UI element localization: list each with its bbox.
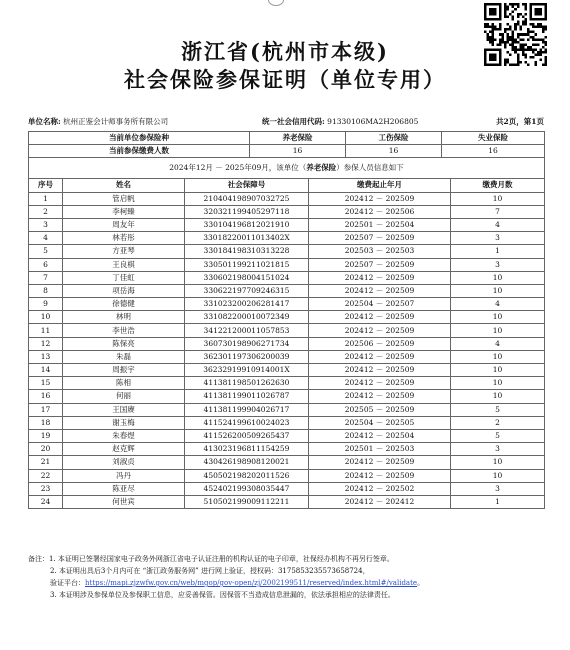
table-row	[29, 324, 545, 337]
payment-months: 3	[451, 443, 545, 456]
payment-months: 1	[451, 495, 545, 508]
title-province: 浙江省(杭州市本级)	[181, 39, 389, 64]
row-index: 9	[29, 298, 63, 311]
page-indicator: 共2页，第1页	[496, 117, 544, 126]
member-name: 何丽	[63, 390, 185, 403]
payment-months: 10	[451, 271, 545, 284]
member-name: 朱春煜	[63, 429, 185, 442]
payment-months: 10	[451, 469, 545, 482]
verify-link[interactable]: https://mapi.zjzwfw.gov.cn/web/mgop/gov-open/zj/2002199511/reserved/index.html#/validate	[85, 579, 418, 587]
payment-months: 7	[451, 205, 545, 218]
payment-months: 10	[451, 377, 545, 390]
payment-months: 10	[451, 324, 545, 337]
note-2: 2. 本证明出具后3个月内可在 “浙江政务服务网” 进行网上验证，授权码：3175853235573658724，	[50, 567, 370, 575]
summary-header: 工伤保险	[346, 132, 442, 145]
row-index: 7	[29, 271, 63, 284]
payment-months: 10	[451, 390, 545, 403]
payment-months: 4	[451, 337, 545, 350]
member-name: 陈保亮	[63, 337, 185, 350]
social-security-number: 320321199405297118	[185, 205, 309, 218]
social-security-number: 411381199904026717	[185, 403, 309, 416]
social-security-number: 330104196812021910	[185, 218, 309, 231]
table-row	[29, 469, 545, 482]
payment-period: 202504 － 202507	[309, 298, 451, 311]
payment-months: 3	[451, 232, 545, 245]
summary-header: 失业保险	[442, 132, 545, 145]
top-arc-mark	[268, 0, 284, 6]
table-row	[29, 443, 545, 456]
member-name: 周振宇	[63, 364, 185, 377]
table-row	[29, 218, 545, 231]
period-row	[29, 158, 545, 179]
payment-period: 202501 － 202503	[309, 443, 451, 456]
row-index: 18	[29, 416, 63, 429]
member-name: 方亚琴	[63, 245, 185, 258]
social-security-number: 331023200206281417	[185, 298, 309, 311]
member-name: 李世浩	[63, 324, 185, 337]
row-index: 21	[29, 456, 63, 469]
table-row	[29, 192, 545, 205]
table-row	[29, 403, 545, 416]
social-security-number: 331082200010072349	[185, 311, 309, 324]
payment-period: 202507 － 202509	[309, 258, 451, 271]
credit-code-row	[262, 116, 418, 127]
unit-name-label: 单位名称:	[28, 117, 61, 126]
member-name: 朱磊	[63, 350, 185, 363]
table-row	[29, 311, 545, 324]
column-header: 社会保障号	[185, 179, 309, 192]
credit-code-label: 统一社会信用代码:	[262, 117, 325, 126]
row-index: 4	[29, 232, 63, 245]
column-header: 姓名	[63, 179, 185, 192]
table-row	[29, 390, 545, 403]
payment-period: 202504 － 202505	[309, 416, 451, 429]
count-value: 16	[250, 145, 346, 158]
table-row	[29, 495, 545, 508]
social-security-number: 362301197306200039	[185, 350, 309, 363]
count-label: 当前参保缴费人数	[29, 145, 250, 158]
member-name: 管启帆	[63, 192, 185, 205]
payment-months: 1	[451, 245, 545, 258]
payment-months: 10	[451, 284, 545, 297]
row-index: 22	[29, 469, 63, 482]
table-row	[29, 298, 545, 311]
table-row	[29, 377, 545, 390]
note-verify: 验证平台：https://mapi.zjzwfw.gov.cn/web/mgop/gov-open/zj/2002199511/reserved/index.html#/validate。	[50, 579, 425, 587]
payment-months: 10	[451, 364, 545, 377]
payment-period: 202412 － 202506	[309, 205, 451, 218]
row-index: 16	[29, 390, 63, 403]
social-security-number: 36232919910914001X	[185, 364, 309, 377]
table-row	[29, 337, 545, 350]
social-security-number: 341221200011057853	[185, 324, 309, 337]
table-row	[29, 245, 545, 258]
payment-months: 5	[451, 403, 545, 416]
row-index: 3	[29, 218, 63, 231]
row-index: 17	[29, 403, 63, 416]
social-security-number: 330184198310313228	[185, 245, 309, 258]
row-index: 12	[29, 337, 63, 350]
qr-code	[484, 3, 547, 66]
row-index: 2	[29, 205, 63, 218]
column-header: 缴费月数	[451, 179, 545, 192]
summary-table	[28, 131, 545, 179]
note-3: 3. 本证明涉及参保单位及参保职工信息，应妥善保管。因保管不当造成信息泄漏的，依法承担相应的法律责任。	[50, 591, 395, 599]
payment-months: 10	[451, 192, 545, 205]
count-value: 16	[346, 145, 442, 158]
payment-period: 202412 － 202509	[309, 350, 451, 363]
row-index: 11	[29, 324, 63, 337]
payment-months: 4	[451, 218, 545, 231]
row-index: 20	[29, 443, 63, 456]
payment-period: 202501 － 202504	[309, 218, 451, 231]
table-row	[29, 284, 545, 297]
table-row	[29, 482, 545, 495]
count-value: 16	[442, 145, 545, 158]
payment-period: 202503 － 202503	[309, 245, 451, 258]
payment-months: 3	[451, 258, 545, 271]
member-name: 冯丹	[63, 469, 185, 482]
social-security-number: 510502199009112211	[185, 495, 309, 508]
insurance-table	[28, 131, 544, 509]
table-row	[29, 271, 545, 284]
member-name: 陈亚尽	[63, 482, 185, 495]
member-name: 谢玉梅	[63, 416, 185, 429]
row-index: 1	[29, 192, 63, 205]
social-security-number: 430426198908120021	[185, 456, 309, 469]
table-row	[29, 364, 545, 377]
column-header: 缴费起止年月	[309, 179, 451, 192]
payment-period: 202412 － 202509	[309, 192, 451, 205]
unit-name-row	[28, 116, 168, 127]
member-header-row	[29, 179, 545, 192]
social-security-number: 210404198907032725	[185, 192, 309, 205]
table-row	[29, 429, 545, 442]
payment-period: 202412 － 202509	[309, 377, 451, 390]
payment-period: 202412 － 202509	[309, 456, 451, 469]
social-security-number: 411381198501262630	[185, 377, 309, 390]
payment-months: 2	[451, 416, 545, 429]
social-security-number: 452402199308035447	[185, 482, 309, 495]
social-security-number: 413023196811154259	[185, 443, 309, 456]
payment-period: 202412 － 202502	[309, 482, 451, 495]
payment-period: 202505 － 202509	[309, 403, 451, 416]
member-name: 林明	[63, 311, 185, 324]
payment-period: 202412 － 202509	[309, 324, 451, 337]
row-index: 5	[29, 245, 63, 258]
payment-period: 202412 － 202504	[309, 429, 451, 442]
social-security-number: 330602198004151024	[185, 271, 309, 284]
table-row	[29, 205, 545, 218]
title-certificate: 社会保险参保证明（单位专用）	[124, 67, 446, 92]
payment-period: 202412 － 202509	[309, 284, 451, 297]
member-name: 王良棋	[63, 258, 185, 271]
member-name: 徐德健	[63, 298, 185, 311]
summary-header: 当前单位参保险种	[29, 132, 250, 145]
table-row	[29, 416, 545, 429]
member-name: 陈相	[63, 377, 185, 390]
social-security-number: 330622197709246315	[185, 284, 309, 297]
table-row	[29, 456, 545, 469]
member-name: 林若彤	[63, 232, 185, 245]
table-row	[29, 350, 545, 363]
column-header: 序号	[29, 179, 63, 192]
summary-header-row	[29, 132, 545, 145]
member-name: 刘淑贞	[63, 456, 185, 469]
period-text: 2024年12月 － 2025年09月，该单位（养老保险）参保人员信息如下	[29, 158, 545, 179]
social-security-number: 411524199610024023	[185, 416, 309, 429]
payment-period: 202412 － 202509	[309, 311, 451, 324]
table-row	[29, 258, 545, 271]
social-security-number: 330501199211021815	[185, 258, 309, 271]
social-security-number: 33018220011013402X	[185, 232, 309, 245]
social-security-number: 450502198202011526	[185, 469, 309, 482]
payment-months: 4	[451, 298, 545, 311]
payment-period: 202412 － 202509	[309, 364, 451, 377]
social-security-number: 411526200509265437	[185, 429, 309, 442]
payment-months: 5	[451, 429, 545, 442]
row-index: 6	[29, 258, 63, 271]
member-name: 项岳海	[63, 284, 185, 297]
summary-header: 养老保险	[250, 132, 346, 145]
row-index: 8	[29, 284, 63, 297]
row-index: 23	[29, 482, 63, 495]
payment-period: 202506 － 202509	[309, 337, 451, 350]
payment-period: 202412 － 202509	[309, 390, 451, 403]
member-name: 李柯臻	[63, 205, 185, 218]
row-index: 13	[29, 350, 63, 363]
social-security-number: 411381199011026787	[185, 390, 309, 403]
row-index: 24	[29, 495, 63, 508]
row-index: 15	[29, 377, 63, 390]
member-name: 周友年	[63, 218, 185, 231]
member-name: 何世宾	[63, 495, 185, 508]
social-security-number: 360730198906271734	[185, 337, 309, 350]
payment-period: 202412 － 202509	[309, 271, 451, 284]
table-row	[29, 232, 545, 245]
member-name: 赵克辉	[63, 443, 185, 456]
row-index: 19	[29, 429, 63, 442]
payment-months: 10	[451, 311, 545, 324]
payment-period: 202507 － 202509	[309, 232, 451, 245]
credit-code: 91330106MA2H206805	[327, 117, 419, 126]
unit-name: 杭州正鉴会计师事务所有限公司	[63, 117, 169, 126]
payment-months: 10	[451, 350, 545, 363]
row-index: 10	[29, 311, 63, 324]
payment-period: 202412 － 202412	[309, 495, 451, 508]
member-name: 丁佳虹	[63, 271, 185, 284]
payment-months: 10	[451, 456, 545, 469]
payment-period: 202412 － 202509	[309, 469, 451, 482]
payment-months: 3	[451, 482, 545, 495]
note-1: 备注：1. 本证明已签署经国家电子政务外网浙江省电子认证注册的机构认证的电子印章，社保经办机构不再另行签章。	[28, 555, 394, 563]
member-table	[28, 178, 545, 509]
row-index: 14	[29, 364, 63, 377]
summary-count-row	[29, 145, 545, 158]
member-name: 王国赓	[63, 403, 185, 416]
